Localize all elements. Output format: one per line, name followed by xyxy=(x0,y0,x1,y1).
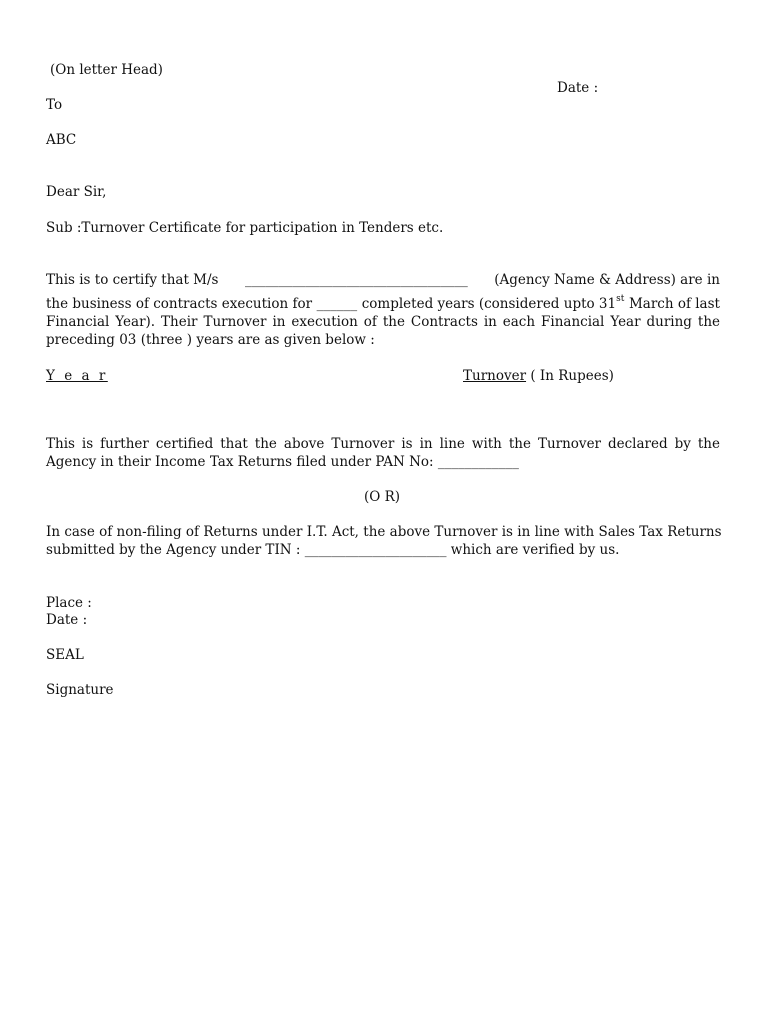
salutation: Dear Sir, xyxy=(46,184,107,200)
ordinal-superscript: st xyxy=(616,294,625,304)
certify-text-2b: completed years (considered upto 31 xyxy=(361,296,617,312)
certify-text-2c: March of last xyxy=(628,296,720,312)
pan-blank: ____________ xyxy=(437,454,519,470)
certify-text-2b-group xyxy=(362,295,625,313)
letterhead-note: (On letter Head) xyxy=(50,62,163,78)
recipient-name: ABC xyxy=(46,132,77,148)
nonfiling-line-2 xyxy=(46,541,619,559)
certify-text-1a: This is to certify that M/s xyxy=(46,272,219,288)
nonfiling-text-2a: submitted by the Agency under TIN : xyxy=(46,542,301,558)
date-label-bottom: Date : xyxy=(46,612,88,628)
turnover-header-unit: ( In Rupees) xyxy=(530,368,614,384)
date-label-top: Date : xyxy=(557,80,599,96)
year-header: Y e a r xyxy=(46,368,108,384)
certify-text-1b: (Agency Name & Address) are in xyxy=(494,272,720,288)
signature-label: Signature xyxy=(46,682,114,698)
years-blank: ______ xyxy=(316,296,358,312)
subject-line: Sub :Turnover Certificate for participation in Tenders etc. xyxy=(46,220,444,236)
further-text-2a: Agency in their Income Tax Returns filed under PAN No: xyxy=(46,454,434,470)
agency-name-blank: _________________________________ xyxy=(244,272,468,288)
certify-line-3: Financial Year). Their Turnover in execution of the Contracts in each Financial Year during the xyxy=(46,314,720,330)
tin-blank: _____________________ xyxy=(304,542,447,558)
further-line-2 xyxy=(46,453,519,471)
seal-label: SEAL xyxy=(46,647,84,663)
turnover-header-label: Turnover xyxy=(463,368,527,384)
certify-line-2 xyxy=(46,295,720,313)
certify-line-1 xyxy=(46,271,720,289)
turnover-header xyxy=(463,367,614,385)
nonfiling-text-2b: which are verified by us. xyxy=(450,542,620,558)
certify-text-2a: the business of contracts execution for xyxy=(46,296,313,312)
further-line-1: This is further certified that the above Turnover is in line with the Turnover declared by the xyxy=(46,436,720,452)
to-label: To xyxy=(46,97,63,113)
certify-line-4: preceding 03 (three ) years are as given below : xyxy=(46,332,375,348)
or-separator: (O R) xyxy=(364,489,401,505)
place-label: Place : xyxy=(46,595,92,611)
nonfiling-line-1: In case of non-filing of Returns under I.T. Act, the above Turnover is in line with Sales Tax Returns xyxy=(46,524,722,540)
